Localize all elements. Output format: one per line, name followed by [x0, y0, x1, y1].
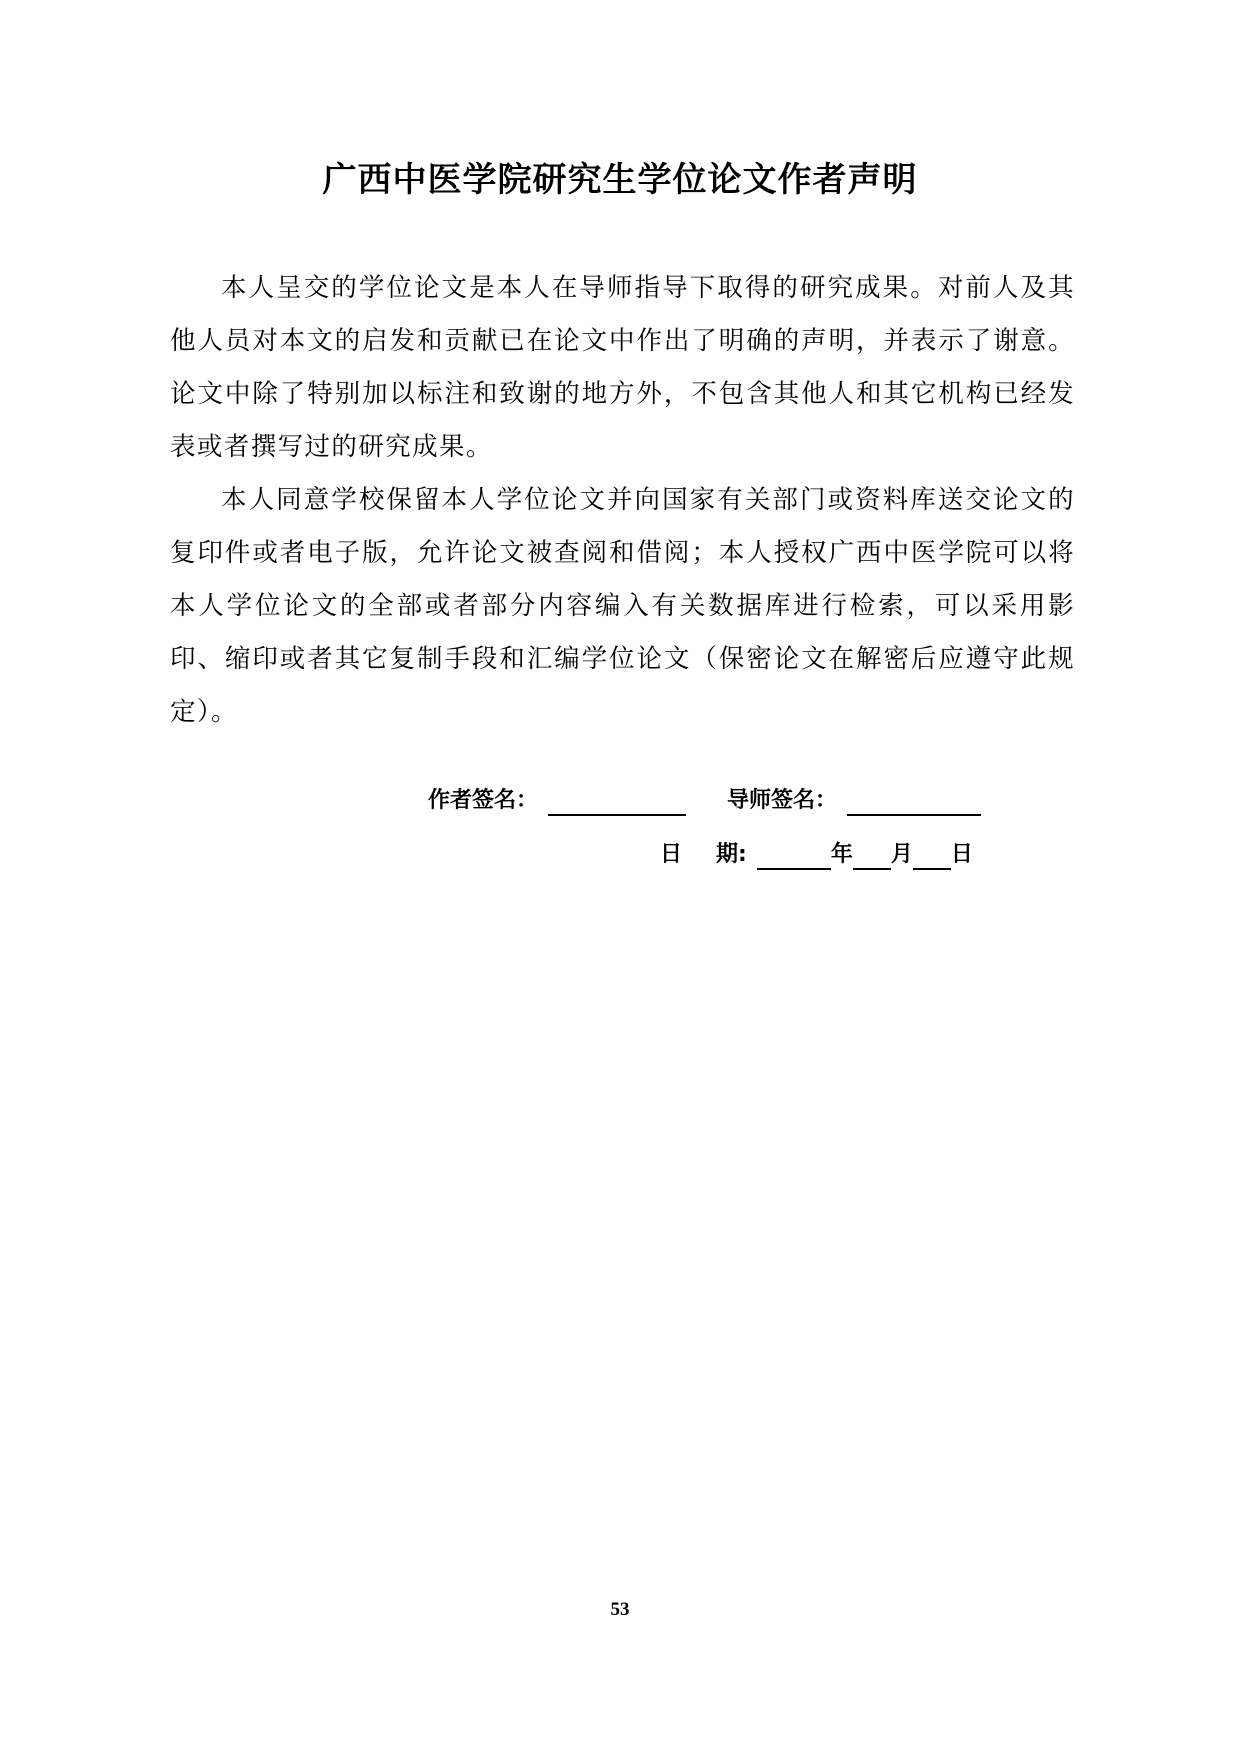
- paragraph-authorization: 本人同意学校保留本人学位论文并向国家有关部门或资料库送交论文的复印件或者电子版，允许论文被查阅和借阅；本人授权广西中医学院可以将本人学位论文的全部或者部分内容编入有关数据库进行检索，可以采用影印、缩印或者其它复制手段和汇编学位论文（保密论文在解密后应遵守此规定）。: [170, 485, 1075, 727]
- paragraph-originality: 本人呈交的学位论文是本人在导师指导下取得的研究成果。对前人及其他人员对本文的启发和贡献已在论文中作出了明确的声明，并表示了谢意。论文中除了特别加以标注和致谢的地方外，不包含其他人和其它机构已经发表或者撰写过的研究成果。: [170, 273, 1075, 462]
- date-day-label: 日: [950, 842, 973, 867]
- date-year-label: 年: [830, 842, 853, 867]
- author-signature: [428, 786, 686, 816]
- date-day-line: [913, 844, 951, 870]
- advisor-signature-label: 导师签名：: [727, 788, 838, 813]
- advisor-signature-line: [847, 790, 981, 816]
- date-label-second: 期:: [716, 842, 747, 867]
- date-year-line: [757, 844, 831, 870]
- author-signature-line: [548, 790, 686, 816]
- declaration-body: [170, 262, 1075, 739]
- author-signature-label: 作者签名：: [428, 788, 539, 813]
- date-month-label: 月: [890, 842, 913, 867]
- date-label-first: 日: [660, 842, 683, 867]
- page-number: 53: [610, 1599, 630, 1620]
- advisor-signature: [727, 786, 981, 816]
- page-title: 广西中医学院研究生学位论文作者声明: [322, 160, 918, 200]
- signature-date: [660, 840, 973, 870]
- date-month-line: [853, 844, 891, 870]
